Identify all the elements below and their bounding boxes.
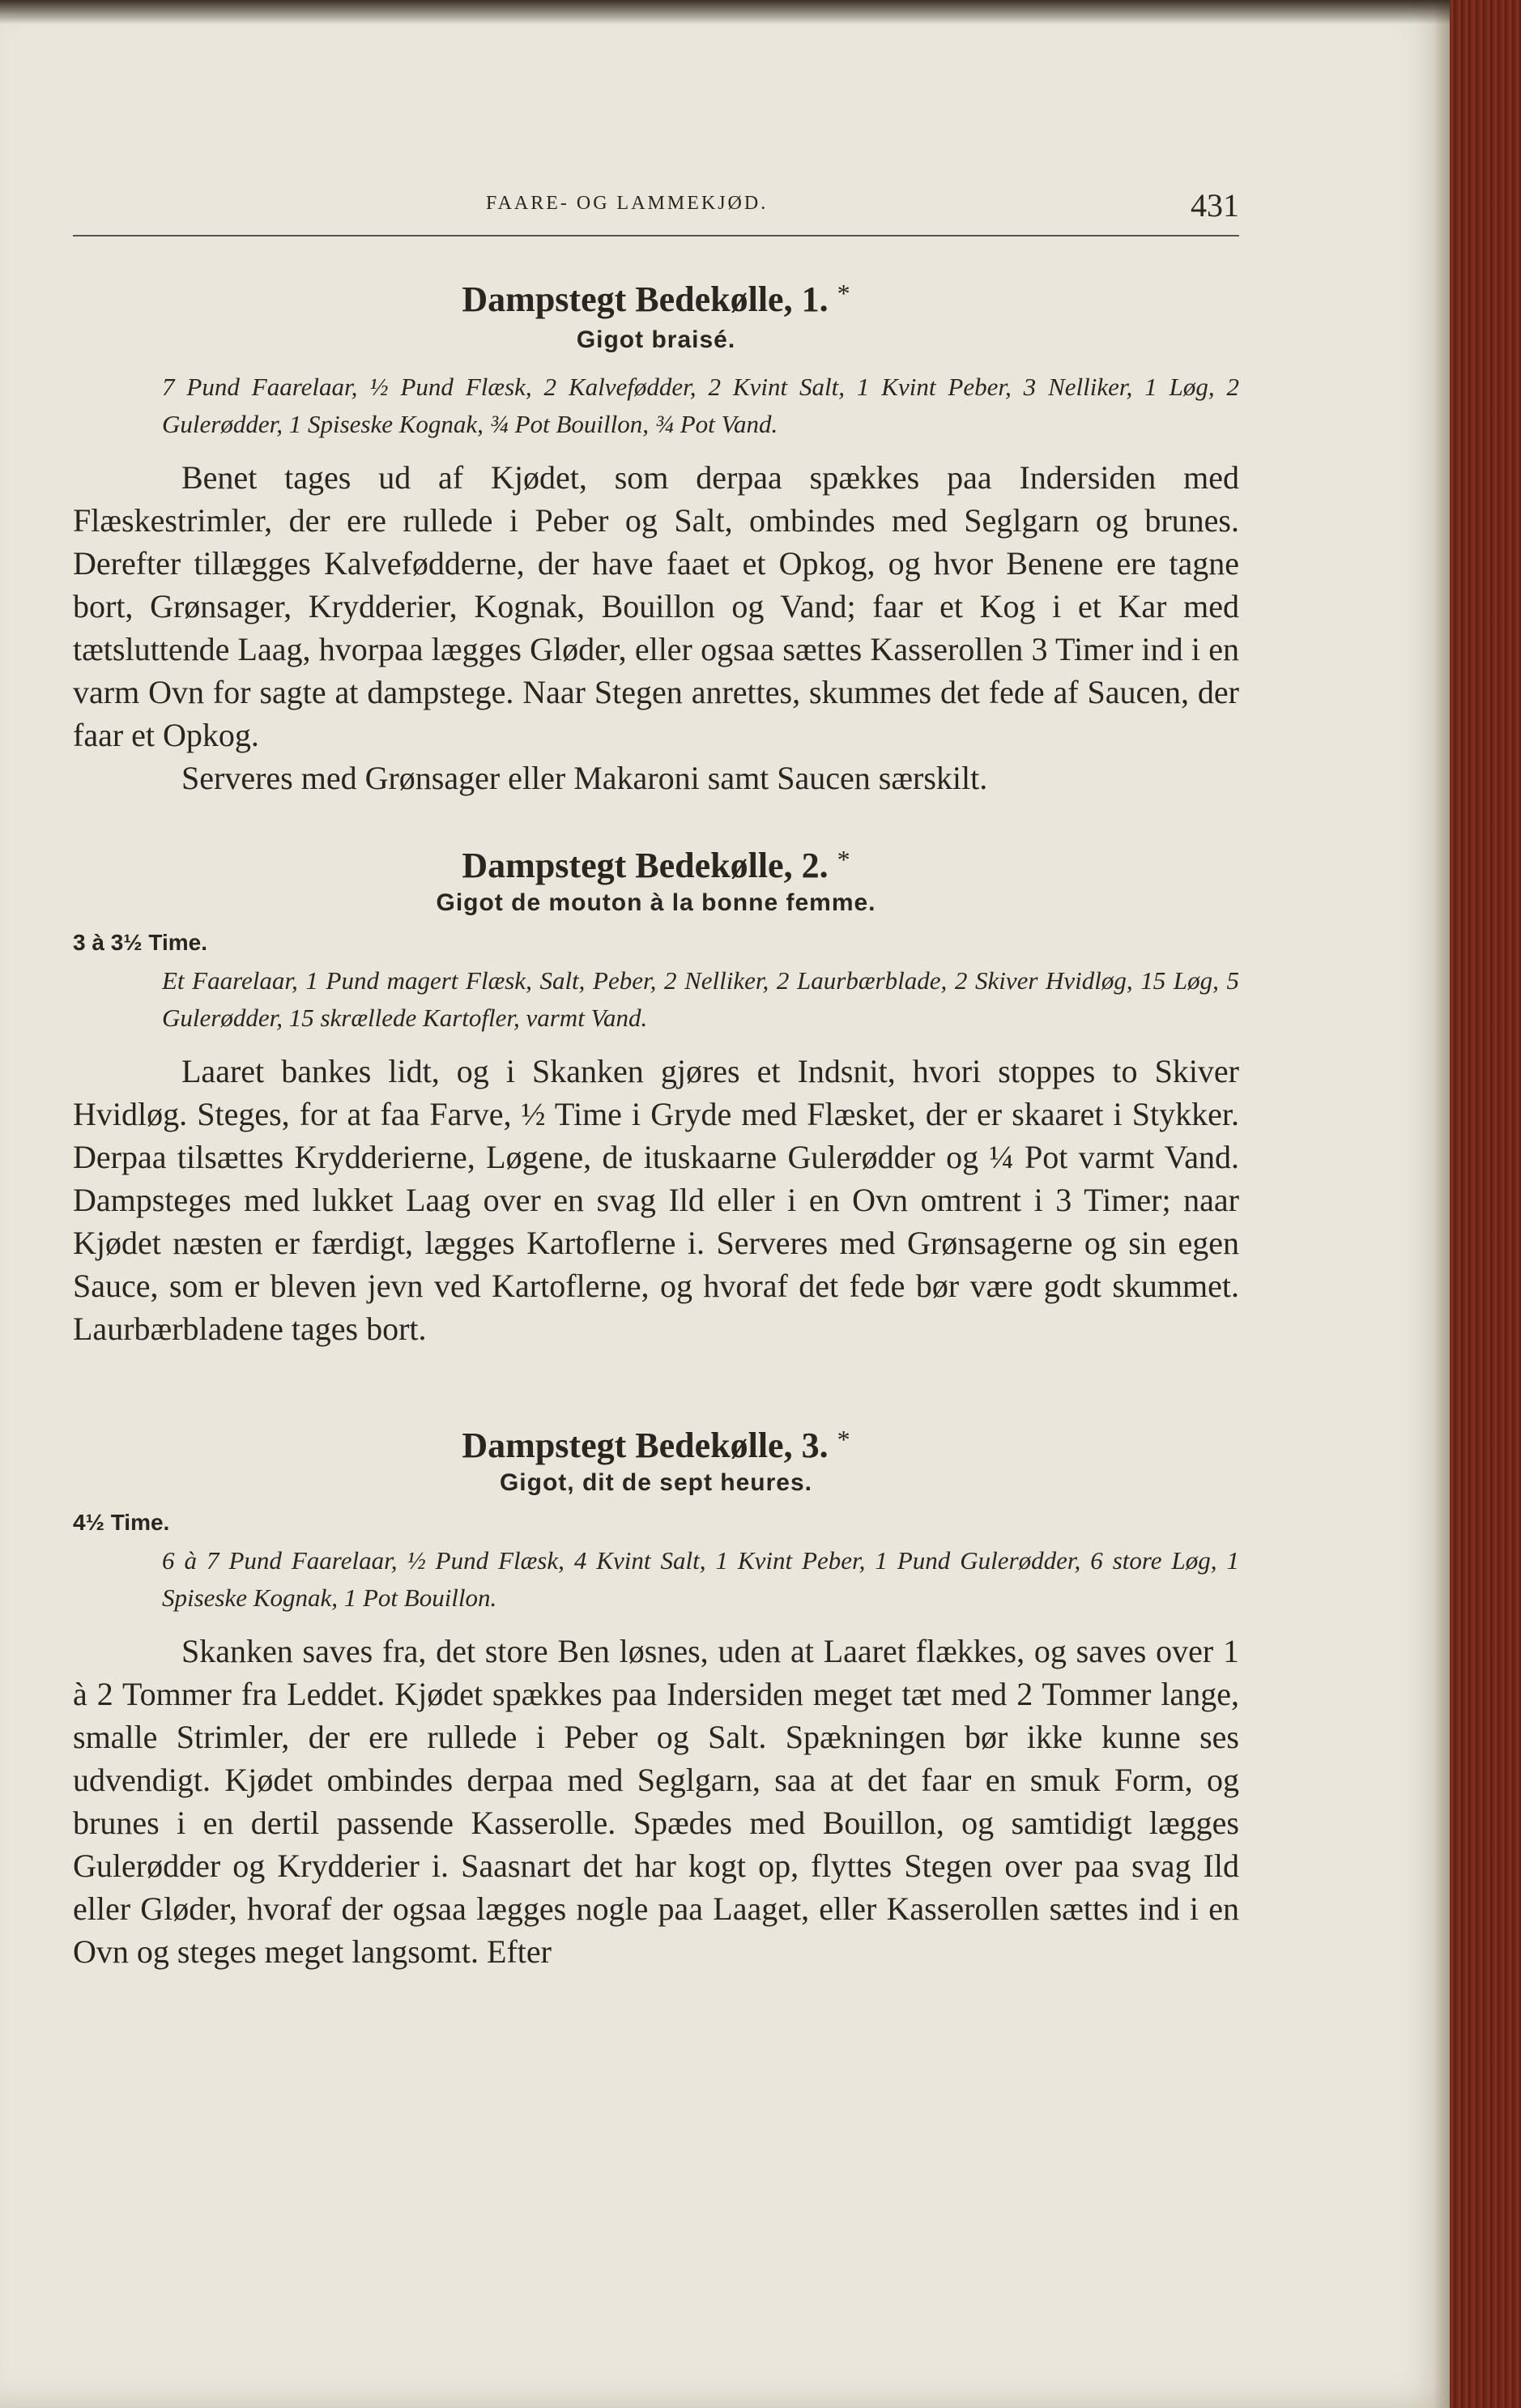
book-fore-edge [1450, 0, 1521, 2408]
cooking-time: 4½ Time. [73, 1510, 170, 1535]
ingredients-list: Et Faarelaar, 1 Pund magert Flæsk, Salt, Peber, 2 Nelliker, 2 Laurbærblade, 2 Skiver Hvidløg, 15 Løg, 5 Gulerødder, 15 skrællede Kartofler, varmt Vand. [162, 966, 1239, 1032]
recipe-title [73, 279, 1239, 320]
recipe-paragraph: Serveres med Grønsager eller Makaroni samt Saucen særskilt. [181, 760, 988, 796]
recipe-subtitle-row [73, 1469, 1239, 1542]
recipe-title-text: Dampstegt Bedekølle, 2. [462, 846, 829, 885]
recipe-subtitle: Gigot de mouton à la bonne femme. [436, 889, 876, 916]
page-number: 431 [1191, 187, 1239, 224]
recipe-paragraph: Laaret bankes lidt, og i Skanken gjøres et Indsnit, hvori stoppes to Skiver Hvidløg. Steges, for at faa Farve, ½ Time i Gryde med Flæsket, der er skaaret i Stykker. Derpaa tilsættes Krydderierne, Løgene, de ituskaarne Gulerødder og ¼ Pot varmt Vand. Dampsteges med lukket Laag over en svag Ild eller i en Ovn omtrent i 3 Timer; naar Kjødet næsten er færdigt, lægges Kartoflerne i. Serveres med Grønsagerne og sin egen Sauce, som er bleven jevn ved Kartoflerne, og hvoraf det fede bør være godt skummet. Laurbærbladene tages bort. [73, 1053, 1239, 1347]
recipe-star: * [837, 279, 850, 308]
recipe-3 [73, 1425, 1239, 1973]
ingredients-list: 6 à 7 Pund Faarelaar, ½ Pund Flæsk, 4 Kvint Salt, 1 Kvint Peber, 1 Pund Gulerødder, 6 store Løg, 1 Spiseske Kognak, 1 Pot Bouillon. [162, 1546, 1239, 1612]
cooking-time: 3 à 3½ Time. [73, 930, 208, 955]
recipe-title-text: Dampstegt Bedekølle, 1. [462, 279, 829, 319]
recipe-paragraph: Skanken saves fra, det store Ben løsnes, uden at Laaret flækkes, og saves over 1 à 2 Tommer fra Leddet. Kjødet spækkes paa Indersiden meget tæt med 2 Tommer lange, smalle Strimler, der ere rullede i Peber og Salt. Spækningen bør ikke kunne ses udvendigt. Kjødet ombindes derpaa med Seglgarn, saa at det faar en smuk Form, og brunes i en dertil passende Kasserolle. Spædes med Bouillon, og samtidigt lægges Gulerødder og Krydderier i. Saasnart det har kogt op, flyttes Stegen over paa svag Ild eller Gløder, hvoraf der ogsaa lægges nogle paa Laaget, eller Kasserollen sættes ind i en Ovn og steges meget langsomt. Efter [73, 1633, 1239, 1970]
recipe-paragraph: Benet tages ud af Kjødet, som derpaa spækkes paa Indersiden med Flæskestrimler, der ere rullede i Peber og Salt, ombindes med Seglgarn og brunes. Derefter tillægges Kalvefødderne, der have faaet et Opkog, og hvor Benene ere tagne bort, Grønsager, Krydderier, Kognak, Bouillon og Vand; faar et Kog i et Kar med tætsluttende Laag, hvorpaa lægges Gløder, eller ogsaa sættes Kasserollen 3 Timer ind i en varm Ovn for sagte at dampstege. Naar Stegen anrettes, skummes det fede af Saucen, der faar et Opkog. [73, 459, 1239, 753]
recipe-star: * [837, 1425, 850, 1454]
page-content [73, 186, 1239, 1973]
recipe-title-text: Dampstegt Bedekølle, 3. [462, 1426, 829, 1465]
recipe-subtitle-row [73, 889, 1239, 962]
recipe-subtitle: Gigot braisé. [576, 326, 736, 353]
page-top-shadow [0, 0, 1458, 24]
ingredients-list: 7 Pund Faarelaar, ½ Pund Flæsk, 2 Kalvefødder, 2 Kvint Salt, 1 Kvint Peber, 3 Nelliker, 1 Løg, 2 Gulerødder, 1 Spiseske Kognak, ¾ Pot Bouillon, ¾ Pot Vand. [162, 373, 1239, 438]
running-head [73, 186, 1239, 237]
recipe-1 [73, 279, 1239, 799]
recipe-2 [73, 845, 1239, 1350]
recipe-star: * [837, 845, 850, 874]
recipe-subtitle: Gigot, dit de sept heures. [499, 1469, 813, 1496]
running-title: FAARE- OG LAMMEKJØD. [486, 193, 769, 214]
recipe-title [73, 845, 1239, 886]
recipe-title [73, 1425, 1239, 1466]
